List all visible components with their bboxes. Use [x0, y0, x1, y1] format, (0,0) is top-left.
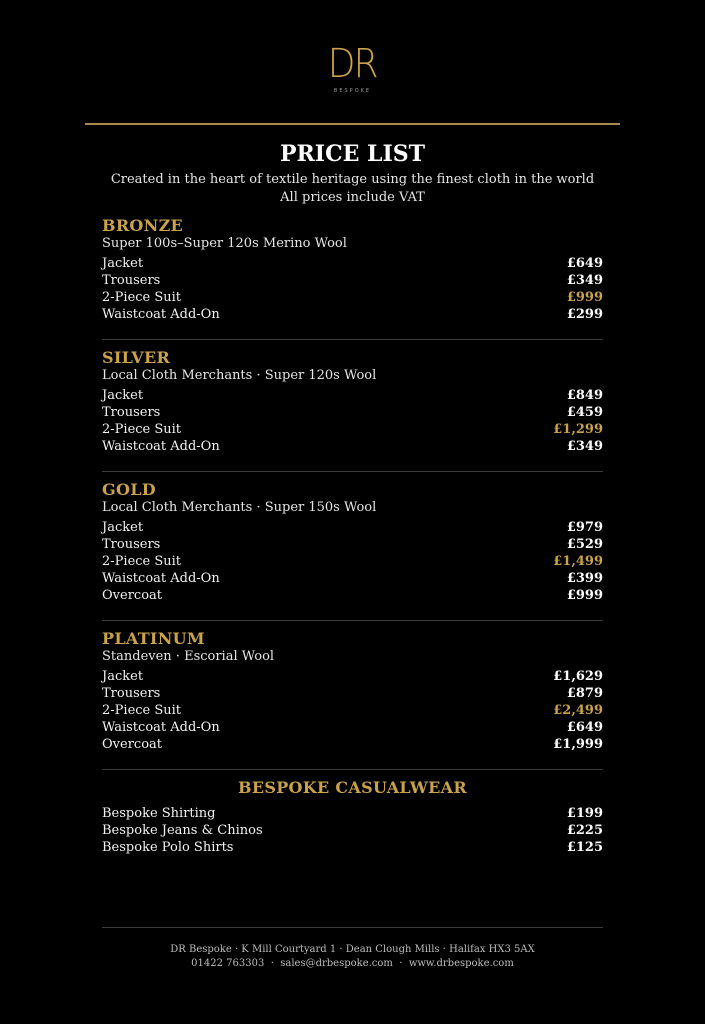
price-row: [102, 668, 603, 685]
tier-platinum: [102, 629, 603, 753]
tier-cloth: Standeven · Escorial Wool: [102, 649, 275, 664]
casualwear-title: BESPOKE CASUALWEAR: [238, 778, 467, 797]
item-label: Trousers: [102, 537, 161, 552]
item-label: 2-Piece Suit: [102, 703, 182, 718]
item-price: £649: [566, 720, 603, 735]
item-price: £649: [566, 256, 603, 271]
page-subtitle: [0, 171, 705, 207]
item-price: £349: [566, 273, 603, 288]
price-row: [102, 519, 603, 536]
item-label: Waistcoat Add-On: [102, 571, 220, 586]
item-label: Jacket: [102, 669, 144, 684]
tier-gold: [102, 480, 603, 604]
footer-email[interactable]: sales@drbespoke.com: [280, 958, 393, 969]
subtitle-line-2: All prices include VAT: [280, 190, 425, 205]
item-price: £1,629: [553, 669, 603, 684]
footer-address: DR Bespoke · K Mill Courtyard 1 · Dean Clough Mills · Halifax HX3 5AX: [170, 944, 535, 955]
item-price: £979: [566, 520, 603, 535]
item-price: £999: [566, 588, 603, 603]
item-label: Trousers: [102, 273, 161, 288]
section-divider: [102, 620, 603, 621]
item-label: Overcoat: [102, 737, 162, 752]
section-divider: [102, 339, 603, 340]
price-row: [102, 822, 603, 839]
item-label: Bespoke Shirting: [102, 806, 216, 821]
section-casualwear: [102, 778, 603, 856]
tier-bronze: [102, 216, 603, 323]
item-price: £2,499: [553, 703, 603, 718]
price-row: [102, 570, 603, 587]
tier-name: SILVER: [102, 348, 171, 367]
price-row: [102, 387, 603, 404]
tier-name: GOLD: [102, 480, 156, 499]
item-label: Jacket: [102, 520, 144, 535]
header-divider: [85, 123, 620, 125]
price-row: [102, 719, 603, 736]
price-row: [102, 272, 603, 289]
price-row: [102, 685, 603, 702]
price-row: [102, 839, 603, 856]
section-divider: [102, 471, 603, 472]
brand-logo: [0, 41, 705, 94]
item-price: £999: [566, 290, 603, 305]
item-label: Trousers: [102, 405, 161, 420]
item-price: £529: [566, 537, 603, 552]
page-title: PRICE LIST: [279, 141, 426, 167]
item-label: Jacket: [102, 388, 144, 403]
tier-name: BRONZE: [102, 216, 184, 235]
subtitle-line-1: Created in the heart of textile heritage using the finest cloth in the world: [110, 172, 595, 187]
price-row: [102, 736, 603, 753]
item-price: £125: [566, 840, 603, 855]
tier-cloth: Super 100s–Super 120s Merino Wool: [102, 236, 347, 251]
item-label: Waistcoat Add-On: [102, 439, 220, 454]
item-price: £1,499: [553, 554, 603, 569]
item-price: £299: [566, 307, 603, 322]
footer: [0, 943, 705, 971]
footer-separator: ·: [399, 958, 403, 969]
price-list: [102, 216, 603, 856]
price-row: [102, 438, 603, 455]
item-price: £225: [566, 823, 603, 838]
price-row: [102, 536, 603, 553]
price-row: [102, 255, 603, 272]
item-price: £199: [566, 806, 603, 821]
item-label: 2-Piece Suit: [102, 554, 182, 569]
item-label: Jacket: [102, 256, 144, 271]
price-row: [102, 702, 603, 719]
tier-name: PLATINUM: [102, 629, 205, 648]
item-label: Trousers: [102, 686, 161, 701]
section-divider: [102, 769, 603, 770]
price-row: [102, 587, 603, 604]
item-label: 2-Piece Suit: [102, 290, 182, 305]
item-price: £1,299: [553, 422, 603, 437]
footer-divider: [102, 927, 603, 928]
tier-cloth: Local Cloth Merchants · Super 150s Wool: [102, 500, 377, 515]
item-label: Bespoke Polo Shirts: [102, 840, 234, 855]
tier-cloth: Local Cloth Merchants · Super 120s Wool: [102, 368, 377, 383]
item-price: £1,999: [553, 737, 603, 752]
footer-phone: 01422 763303: [191, 958, 265, 969]
footer-separator: ·: [270, 958, 274, 969]
item-price: £849: [566, 388, 603, 403]
item-label: 2-Piece Suit: [102, 422, 182, 437]
item-price: £459: [566, 405, 603, 420]
item-price: £349: [566, 439, 603, 454]
price-row: [102, 553, 603, 570]
price-row: [102, 404, 603, 421]
price-row: [102, 421, 603, 438]
item-price: £879: [566, 686, 603, 701]
footer-contact: [0, 957, 705, 971]
price-row: [102, 289, 603, 306]
item-label: Waistcoat Add-On: [102, 720, 220, 735]
price-row: [102, 805, 603, 822]
logo-mark: DR: [327, 41, 378, 87]
item-price: £399: [566, 571, 603, 586]
footer-website[interactable]: www.drbespoke.com: [408, 958, 514, 969]
tier-silver: [102, 348, 603, 455]
item-label: Waistcoat Add-On: [102, 307, 220, 322]
price-row: [102, 306, 603, 323]
item-label: Overcoat: [102, 588, 162, 603]
item-label: Bespoke Jeans & Chinos: [102, 823, 263, 838]
logo-subtitle: BESPOKE: [333, 88, 372, 94]
